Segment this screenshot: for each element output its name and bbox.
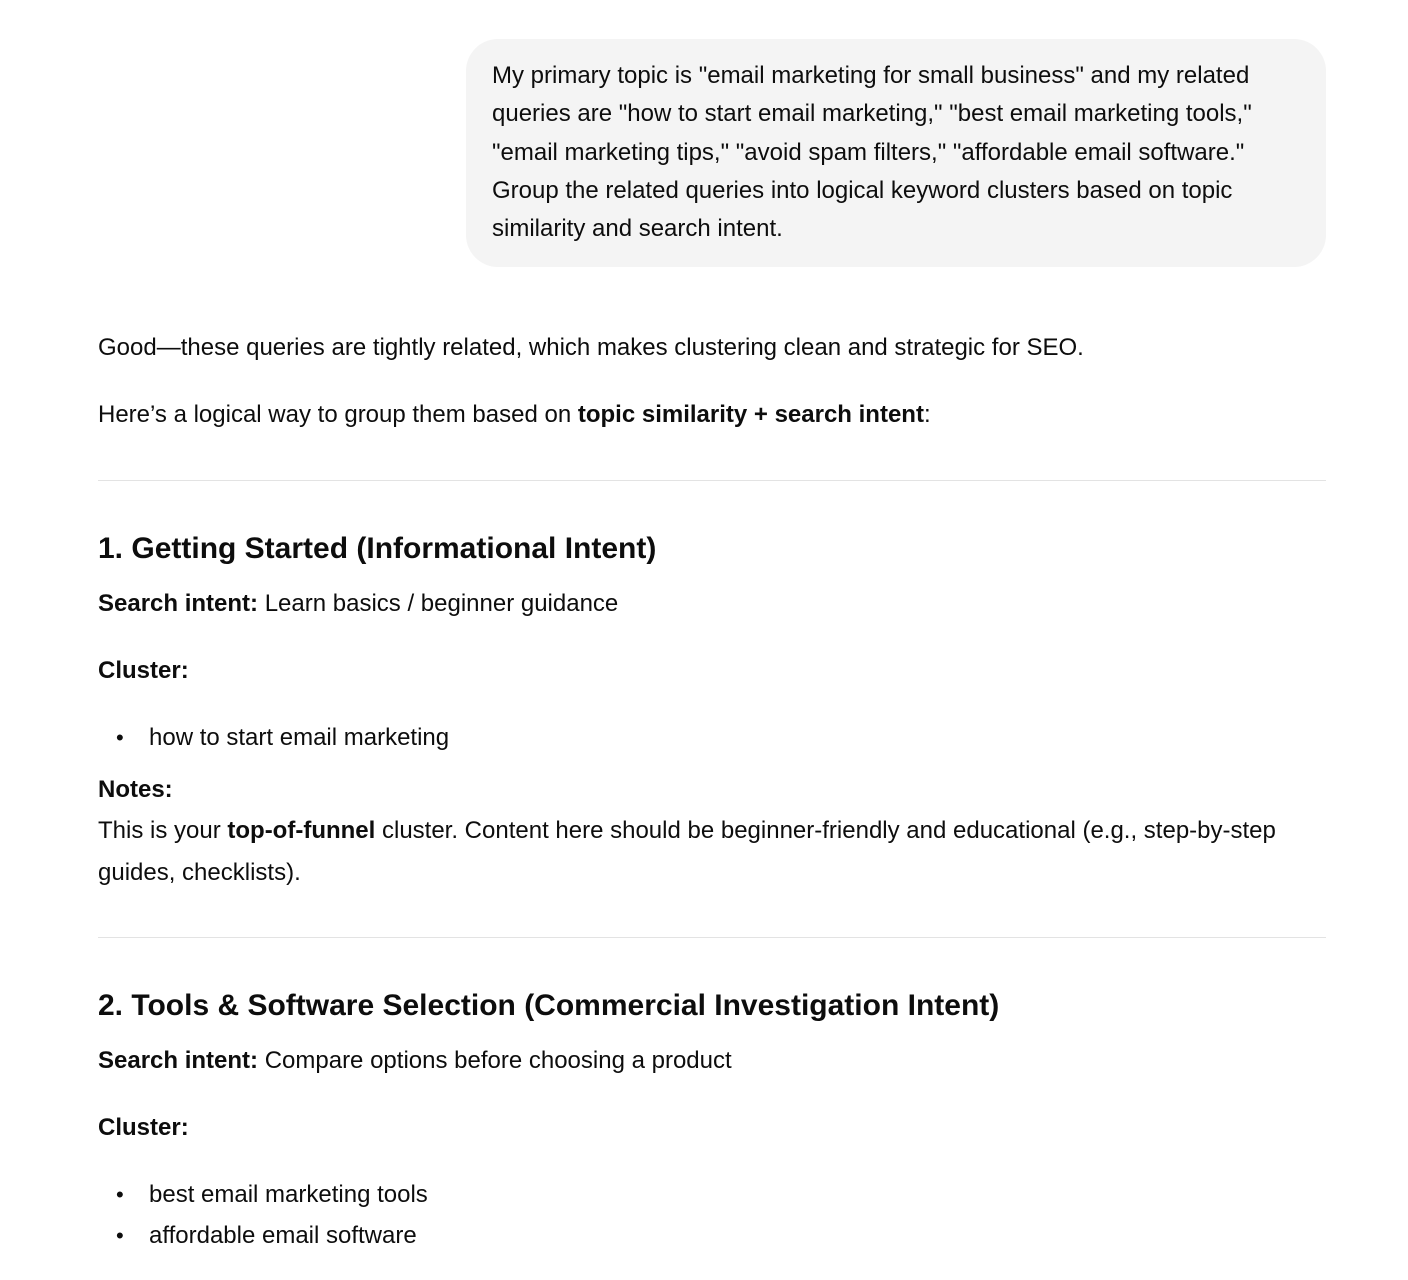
intro2-suffix: :	[923, 401, 931, 428]
search-intent-line	[98, 1040, 1326, 1082]
search-intent-value: Learn basics / beginner guidance	[258, 590, 619, 617]
bullet-icon: •	[116, 1182, 124, 1207]
cluster-label	[98, 1107, 1326, 1149]
bullet-icon: •	[116, 725, 124, 750]
section-divider	[98, 480, 1326, 481]
section-divider	[98, 937, 1326, 938]
cluster-label-text: Cluster:	[98, 657, 189, 684]
user-message-row	[466, 39, 1326, 267]
cluster-list	[98, 1174, 1326, 1256]
list-item	[116, 1174, 1326, 1215]
cluster-item-text: best email marketing tools	[149, 1181, 428, 1208]
cluster-label	[98, 650, 1326, 692]
notes-text	[98, 810, 1326, 894]
list-item	[116, 1215, 1326, 1256]
cluster-item-text: how to start email marketing	[149, 724, 450, 751]
assistant-message	[98, 327, 1326, 1256]
intro2-text: Here’s a logical way to group them based on	[98, 401, 578, 428]
intro-paragraph: Good—these queries are tightly related, which makes clustering clean and strategic for SEO.	[98, 334, 1084, 361]
search-intent-label: Search intent:	[98, 1047, 259, 1074]
notes-label-text: Notes:	[98, 776, 173, 803]
notes-label	[98, 770, 1326, 810]
user-message-bubble	[466, 39, 1326, 267]
cluster-item-text: affordable email software	[149, 1222, 417, 1249]
bullet-icon: •	[116, 1223, 124, 1248]
search-intent-line	[98, 583, 1326, 625]
intro2-bold: topic similarity + search intent	[577, 401, 924, 428]
user-message-text: My primary topic is "email marketing for small business" and my related queries are "how to start email marketing," "best email marketing tools," "email marketing tips," "avoid spam filters," "affordable email software." Group the related queries into logical keyword clusters based on topic similarity and search intent.	[492, 62, 1252, 243]
cluster-list	[98, 717, 1326, 758]
section-heading-tools-software: 2. Tools & Software Selection (Commercial Investigation Intent)	[98, 989, 1000, 1022]
notes-bold: top-of-funnel	[227, 817, 376, 844]
list-item	[116, 717, 1326, 758]
cluster-label-text: Cluster:	[98, 1114, 189, 1141]
notes-suffix: cluster. Content here should be beginner-friendly and educational (e.g., step-by-step guides, checklists).	[98, 817, 1276, 886]
section-heading-getting-started: 1. Getting Started (Informational Intent)	[98, 532, 657, 565]
search-intent-label: Search intent:	[98, 590, 259, 617]
search-intent-value: Compare options before choosing a product	[258, 1047, 732, 1074]
intro-paragraph-2	[98, 394, 1326, 436]
notes-prefix: This is your	[98, 817, 228, 844]
